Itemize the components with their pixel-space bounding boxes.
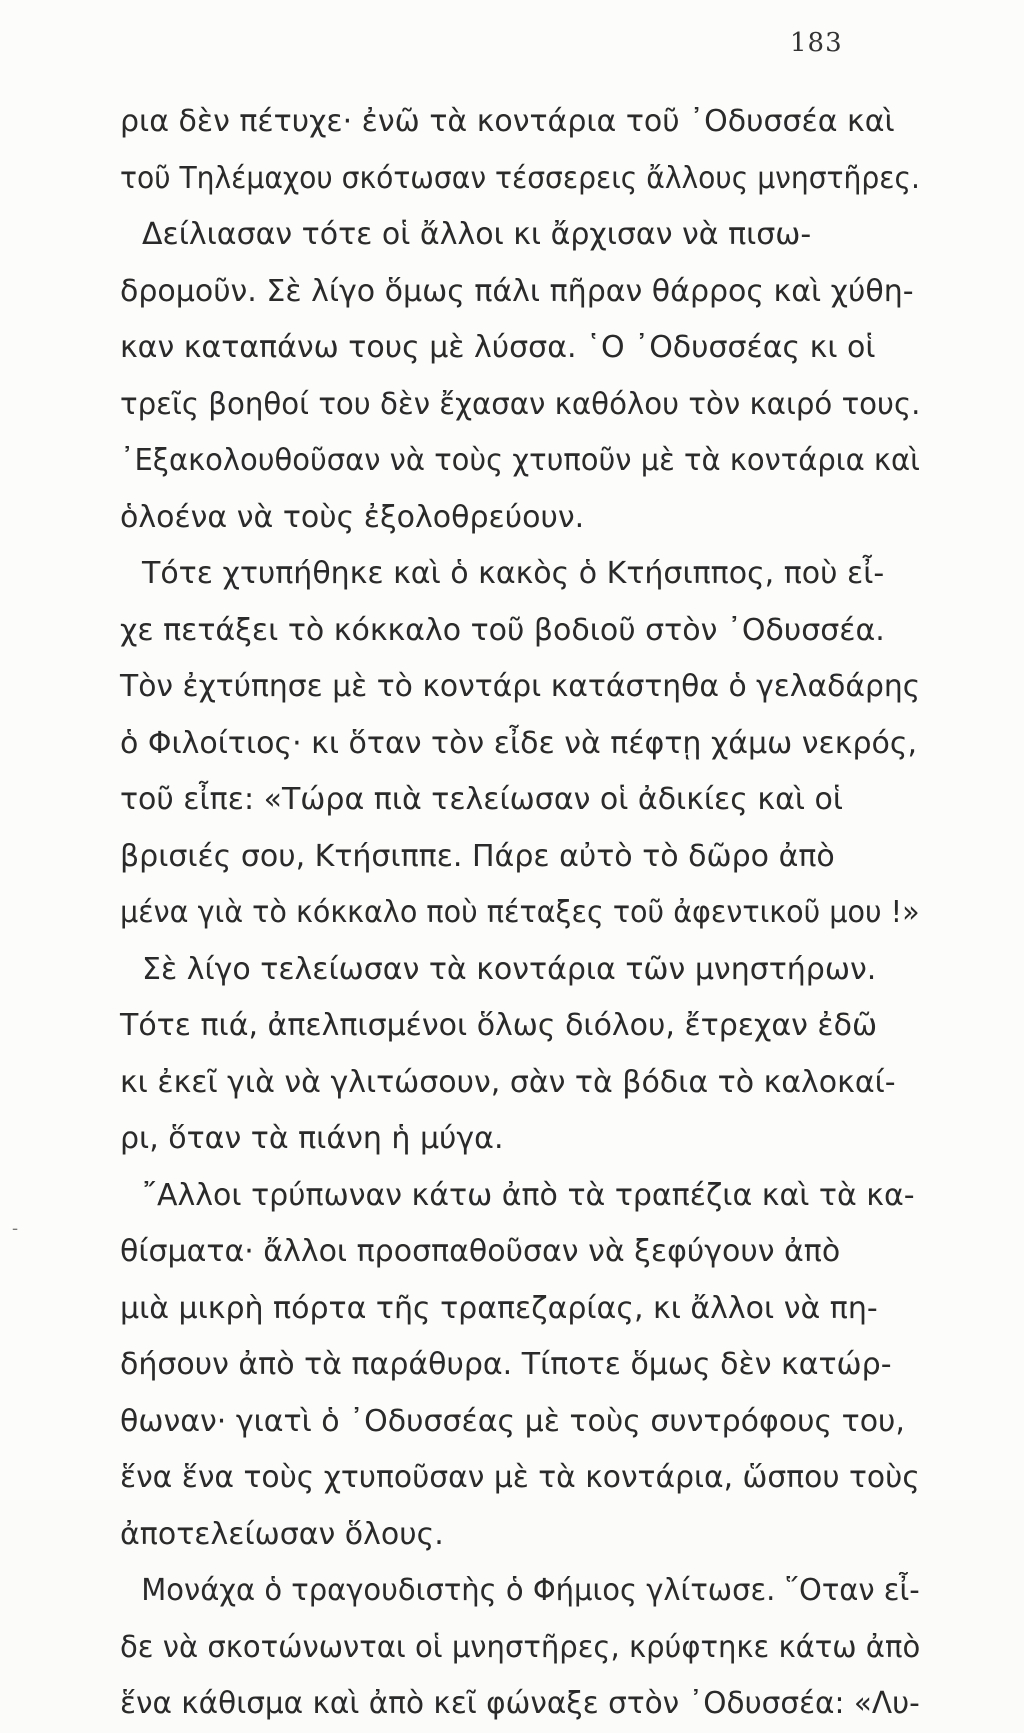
- text-line: δε νὰ σκοτώνωνται οἱ μνηστῆρες, κρύφτηκε κάτω ἀπὸ: [120, 1629, 921, 1665]
- text-line: τοῦ εἶπε: «Τώρα πιὰ τελείωσαν οἱ ἀδικίες καὶ οἱ: [120, 782, 844, 817]
- text-line: χε πετάξει τὸ κόκκαλο τοῦ βοδιοῦ στὸν ᾿Οδυσσέα.: [120, 612, 885, 648]
- text-line: θίσματα· ἄλλοι προσπαθοῦσαν νὰ ξεφύγουν ἀπὸ: [120, 1234, 841, 1269]
- text-line: ὁ Φιλοίτιος· κι ὅταν τὸν εἶδε νὰ πέφτῃ χάμω νεκρός,: [120, 725, 917, 761]
- text-line: Μονάχα ὁ τραγουδιστὴς ὁ Φήμιος γλίτωσε. ῞Οταν εἶ-: [141, 1573, 920, 1608]
- text-line: μένα γιὰ τὸ κόκκαλο ποὺ πέταξες τοῦ ἀφεντικοῦ μου !»: [120, 895, 920, 930]
- text-line: κι ἐκεῖ γιὰ νὰ γλιτώσουν, σὰν τὰ βόδια τὸ καλοκαί-: [120, 1064, 896, 1100]
- text-line: ρι, ὅταν τὰ πιάνη ἡ μύγα.: [120, 1121, 504, 1156]
- text-line: μιὰ μικρὴ πόρτα τῆς τραπεζαρίας, κι ἄλλοι νὰ πη-: [120, 1290, 878, 1326]
- text-line: ἀποτελείωσαν ὅλους.: [120, 1516, 444, 1552]
- text-line: δήσουν ἀπὸ τὰ παράθυρα. Τίποτε ὅμως δὲν κατώρ-: [120, 1347, 892, 1382]
- text-line: ὁλοένα νὰ τοὺς ἐξολοθρεύουν.: [120, 499, 585, 535]
- text-line: ρια δὲν πέτυχε· ἐνῶ τὰ κοντάρια τοῦ ᾿Οδυσσέα καὶ: [120, 104, 895, 139]
- text-line: δρομοῦν. Σὲ λίγο ὅμως πάλι πῆραν θάρρος καὶ χύθη-: [120, 273, 914, 309]
- text-line: Τότε χτυπήθηκε καὶ ὁ κακὸς ὁ Κτήσιππος, ποὺ εἶ-: [142, 556, 885, 591]
- text-line: ῎Αλλοι τρύπωναν κάτω ἀπὸ τὰ τραπέζια καὶ τὰ κα-: [142, 1177, 915, 1213]
- text-line: Τότε πιά, ἀπελπισμένοι ὅλως διόλου, ἔτρεχαν ἐδῶ: [120, 1008, 878, 1043]
- text-line: Σὲ λίγο τελείωσαν τὰ κοντάρια τῶν μνηστήρων.: [142, 951, 877, 987]
- text-line: βρισιές σου, Κτήσιππε. Πάρε αὐτὸ τὸ δῶρο ἀπὸ: [120, 838, 835, 874]
- text-line: ἕνα κάθισμα καὶ ἀπὸ κεῖ φώναξε στὸν ᾿Οδυσσέα: «Λυ-: [120, 1686, 920, 1721]
- text-line: καν καταπάνω τους μὲ λύσσα. ῾Ο ᾿Οδυσσέας κι οἱ: [120, 330, 876, 365]
- text-line: ᾿Εξακολουθοῦσαν νὰ τοὺς χτυποῦν μὲ τὰ κοντάρια καὶ: [120, 443, 920, 478]
- text-line: Τὸν ἐχτύπησε μὲ τὸ κοντάρι κατάστηθα ὁ γελαδάρης: [120, 669, 921, 704]
- text-line: ἕνα ἕνα τοὺς χτυποῦσαν μὲ τὰ κοντάρια, ὥσπου τοὺς: [120, 1460, 920, 1495]
- text-line: τοῦ Τηλέμαχου σκότωσαν τέσσερεις ἄλλους μνηστῆρες.: [120, 160, 920, 196]
- page-number: 183: [790, 28, 843, 58]
- body-text: [120, 94, 920, 1733]
- margin-mark: -: [12, 1218, 19, 1239]
- text-line: τρεῖς βοηθοί του δὲν ἔχασαν καθόλου τὸν καιρό τους.: [120, 386, 921, 422]
- text-line: θωναν· γιατὶ ὁ ᾿Οδυσσέας μὲ τοὺς συντρόφους του,: [120, 1403, 905, 1439]
- text-line: Δείλιασαν τότε οἱ ἄλλοι κι ἄρχισαν νὰ πισω-: [142, 217, 812, 252]
